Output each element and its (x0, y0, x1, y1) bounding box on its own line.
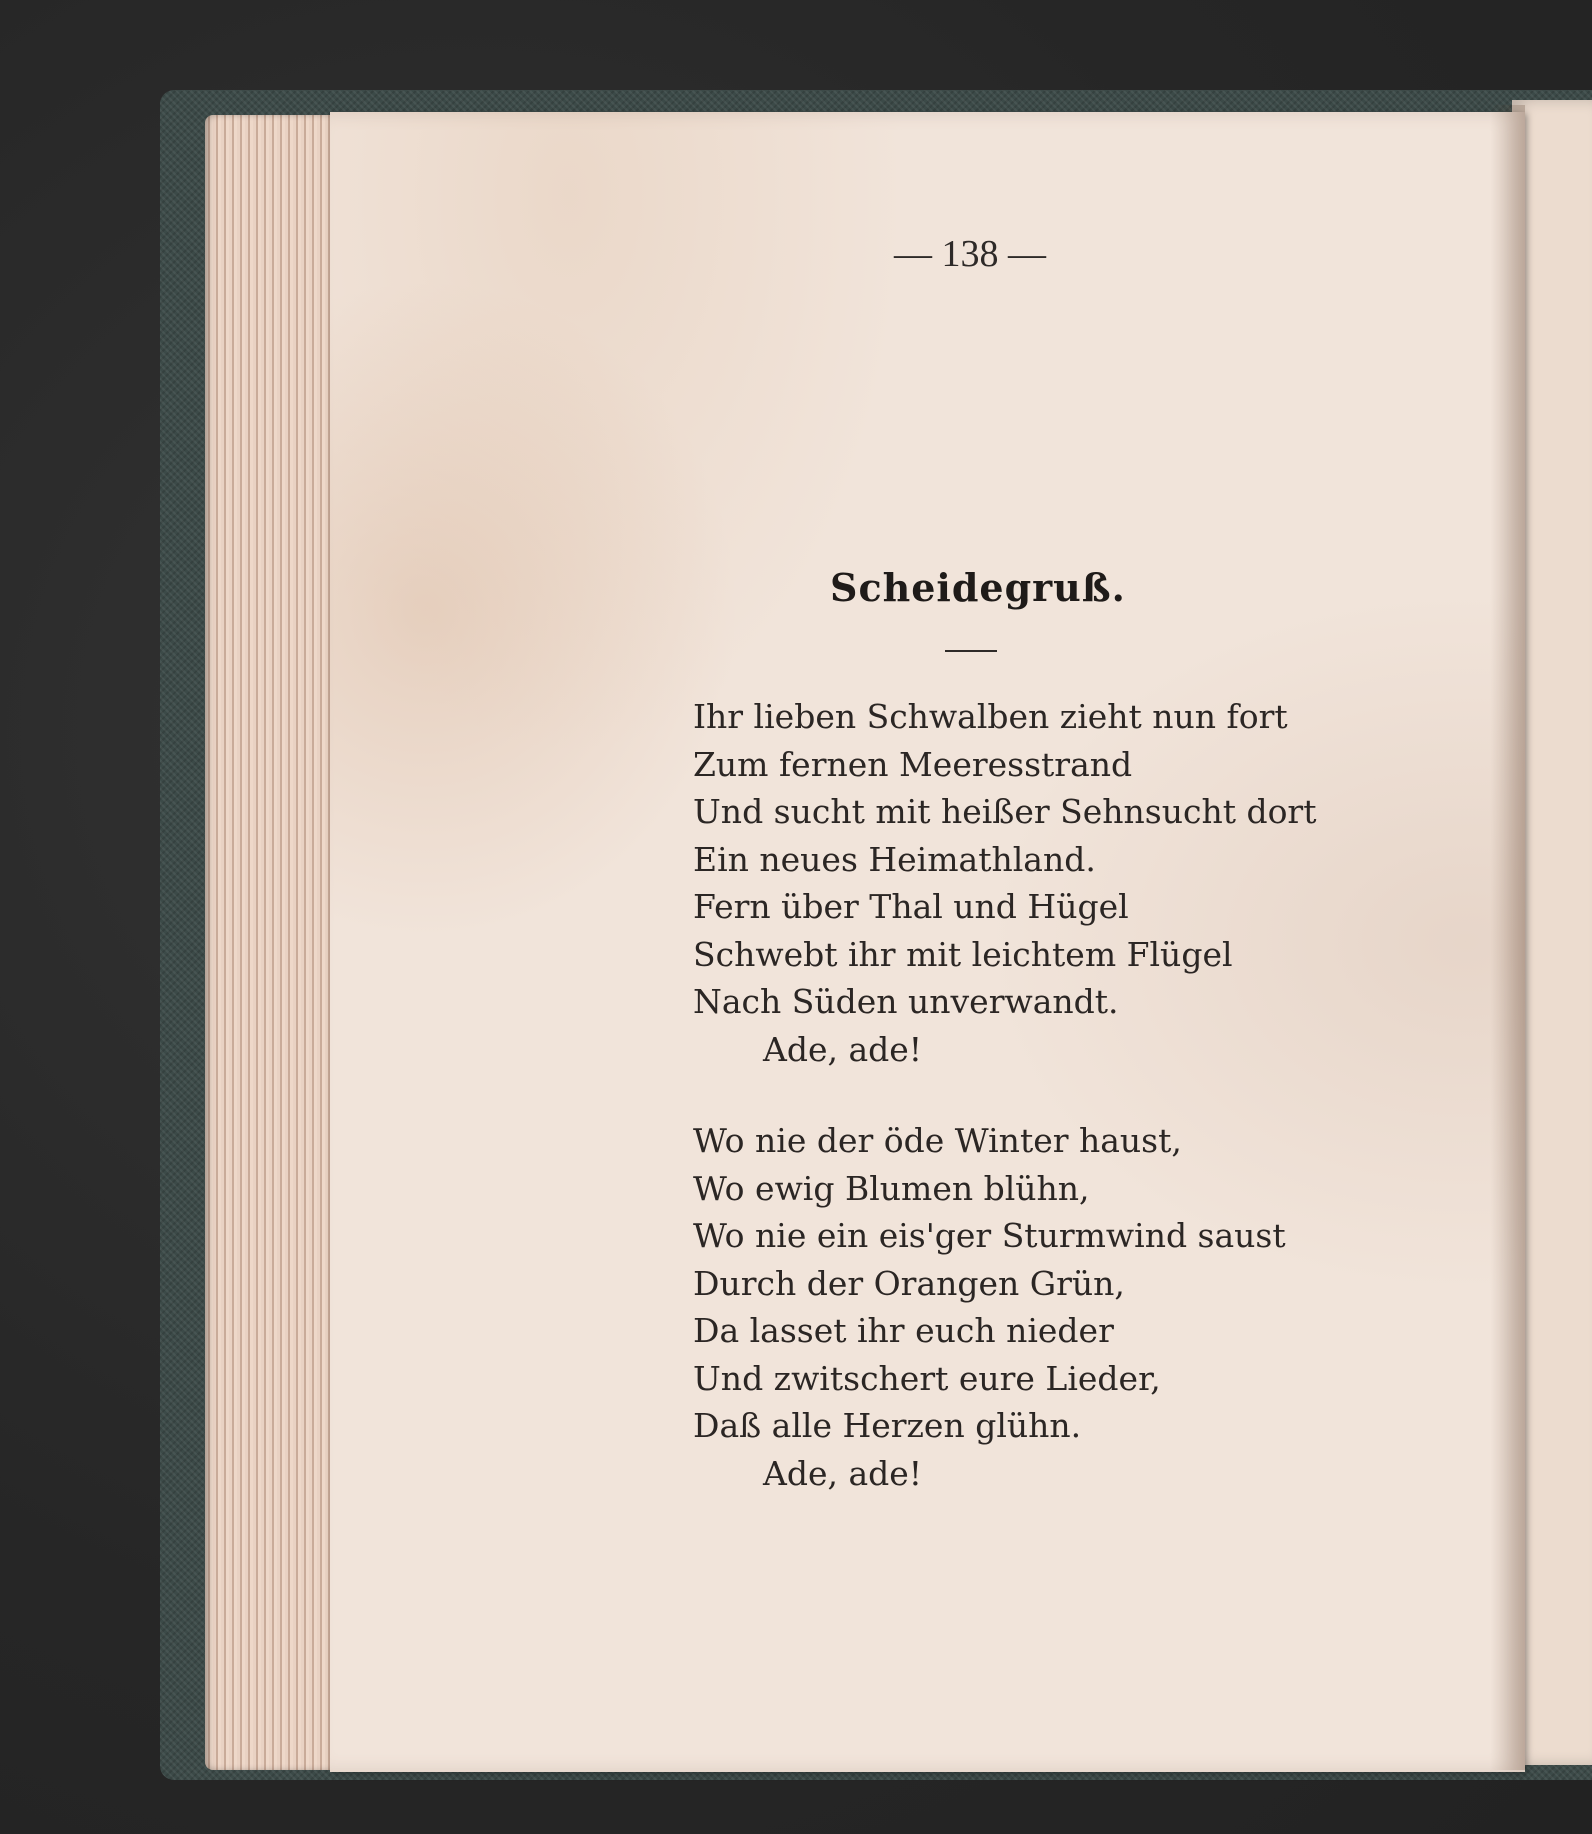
poem-title: Scheidegruß. (830, 565, 1126, 610)
verse-line: Und sucht mit heißer Sehnsucht dort (693, 792, 1317, 831)
title-divider (945, 650, 997, 652)
verse-line: Da lasset ihr euch nieder (693, 1311, 1114, 1350)
refrain-line: Ade, ade! (763, 1029, 923, 1069)
verse-line: Und zwitschert eure Lieder, (693, 1358, 1161, 1398)
verse-line: Nach Süden unverwandt. (693, 982, 1119, 1021)
verse-line: Wo nie ein eis'ger Sturmwind saust (693, 1216, 1286, 1255)
gutter-shadow (1490, 105, 1525, 1770)
verse-line: Fern über Thal und Hügel (693, 887, 1129, 926)
page-edges (205, 115, 335, 1770)
verse-line: Daß alle Herzen glühn. (693, 1406, 1082, 1445)
stanza-1 (693, 693, 1413, 1073)
verse-line: Zum fernen Meeresstrand (693, 744, 1133, 784)
verse-line: Durch der Orangen Grün, (693, 1263, 1125, 1303)
page-number: — 138 — (894, 233, 1046, 275)
verse-line: Ein neues Heimathland. (693, 839, 1096, 879)
verse-line: Schwebt ihr mit leichtem Flügel (693, 934, 1233, 974)
verse-line: Wo nie der öde Winter haust, (693, 1121, 1182, 1160)
verse-line: Wo ewig Blumen blühn, (693, 1168, 1090, 1208)
refrain-line: Ade, ade! (763, 1453, 923, 1493)
stanza-2 (693, 1117, 1413, 1497)
verse-line: Ihr lieben Schwalben zieht nun fort (693, 697, 1288, 736)
